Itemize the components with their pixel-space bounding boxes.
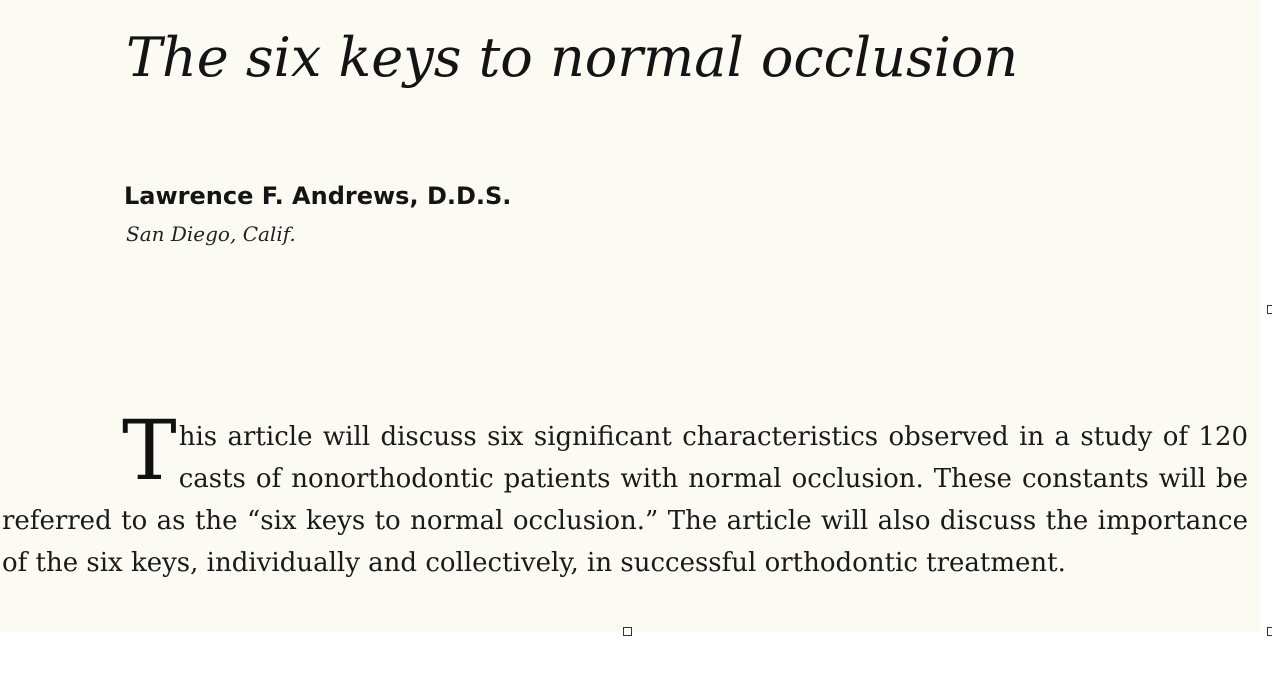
selection-handle-bottom[interactable]	[623, 627, 632, 636]
intro-paragraph	[2, 404, 1248, 584]
author-affiliation: San Diego, Calif.	[126, 222, 296, 246]
intro-paragraph-text: his article will discuss six significant characteristics observed in a study of 120 casts of nonorthodontic patients with normal occlusion. These constants will be referred to as the “six keys to normal occlusion.” The article will also discuss the importance of the six keys, individually and collectively, in successful orthodontic treatment.	[2, 422, 1248, 578]
author-name: Lawrence F. Andrews, D.D.S.	[124, 182, 512, 210]
selection-handle-bottom-right[interactable]	[1267, 627, 1272, 636]
drop-cap: T	[122, 404, 177, 499]
article-title: The six keys to normal occlusion	[126, 26, 1019, 89]
selection-handle-right[interactable]	[1267, 305, 1272, 314]
